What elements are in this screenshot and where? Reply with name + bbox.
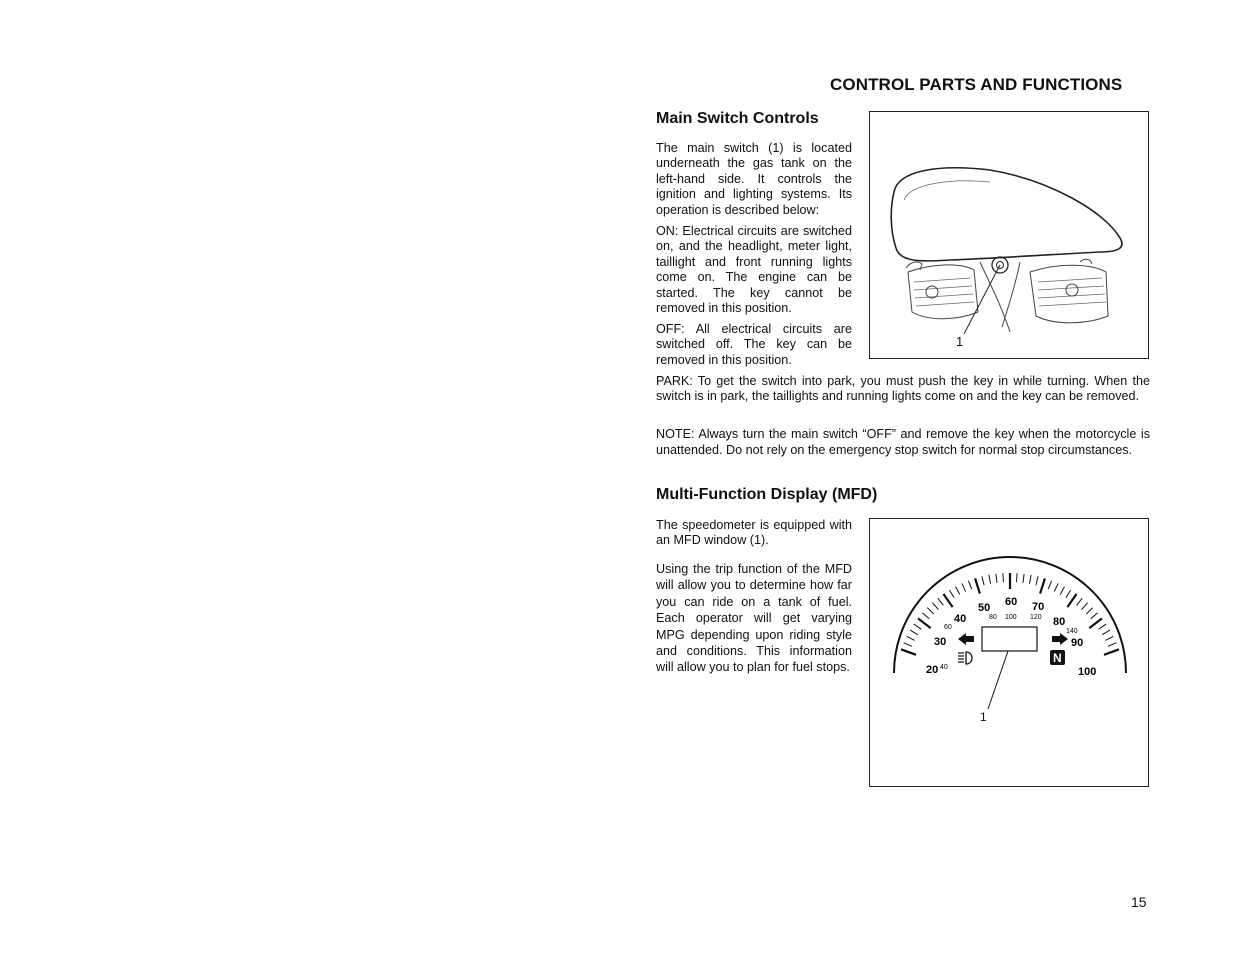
speedometer-tick	[910, 630, 918, 635]
left-turn-signal-icon	[958, 633, 974, 645]
mfd-paragraph-2: Using the trip function of the MFD will allow you to determine how far you can ride on a tank of fuel. Each operator will get varying MPG depending upon riding style and conditions. This information will allow you to plan for fuel stops.	[656, 562, 852, 675]
mfd-callout-label: 1	[980, 710, 987, 724]
speedometer-tick	[938, 598, 944, 605]
mfd-section-title: Multi-Function Display (MFD)	[656, 486, 878, 503]
main-switch-figure	[869, 111, 1149, 359]
speedometer-tick	[1086, 608, 1092, 614]
main-switch-callout-label: 1	[956, 334, 964, 349]
speedometer-tick	[996, 574, 997, 583]
speedometer-tick	[989, 575, 991, 584]
speedometer-tick	[1102, 630, 1110, 635]
speedometer-tick	[1067, 594, 1076, 607]
speedometer-tick	[962, 583, 966, 591]
speedometer-tick	[904, 643, 912, 647]
kmh-label-120: 120	[1030, 614, 1042, 621]
main-switch-paragraph-park: PARK: To get the switch into park, you must push the key in while turning. When the switch is in park, the taillights and running lights come on and the key can be removed.	[656, 374, 1150, 404]
mph-label-40: 40	[954, 613, 967, 625]
speedometer-tick	[923, 613, 930, 619]
kmh-label-100: 100	[1005, 614, 1017, 621]
speedometer-tick	[1054, 583, 1058, 591]
speedometer-tick	[932, 603, 938, 610]
main-switch-paragraph-on: ON: Electrical circuits are switched on, and the headlight, meter light, taillight and front running lights come on. The engine can be started. The key cannot be removed in this position.	[656, 224, 852, 316]
mph-label-80: 80	[1053, 616, 1066, 628]
page-number: 15	[1131, 894, 1147, 910]
mph-label-50: 50	[978, 602, 991, 614]
speedometer-tick	[1017, 573, 1018, 582]
neutral-indicator-label: N	[1053, 651, 1062, 665]
speedometer-tick	[1040, 578, 1045, 593]
mph-label-60: 60	[1005, 596, 1018, 608]
speedometer-tick	[1003, 573, 1004, 582]
speedometer-tick	[968, 581, 971, 589]
kmh-label-140: 140	[1066, 628, 1078, 635]
speedometer-tick	[956, 587, 960, 595]
speedometer-tick	[1077, 598, 1083, 605]
speedometer-tick	[1099, 624, 1107, 629]
speedometer-tick	[907, 636, 915, 640]
speedometer-tick	[1108, 643, 1116, 647]
speedometer-tick	[1023, 574, 1024, 583]
speedometer-tick	[1082, 603, 1088, 610]
page-header-title: CONTROL PARTS AND FUNCTIONS	[830, 75, 1123, 94]
high-beam-icon	[958, 652, 972, 664]
mph-label-20: 20	[926, 664, 939, 676]
main-switch-paragraph-1: The main switch (1) is located underneath the gas tank on the left-hand side. It controls the ignition and lighting systems. Its operation is described below:	[656, 141, 852, 217]
speedometer-tick	[918, 618, 931, 628]
speedometer-tick	[944, 594, 953, 607]
main-switch-paragraph-off: OFF: All electrical circuits are switched off. The key can be removed in this position.	[656, 322, 852, 367]
speedometer-tick	[1091, 613, 1098, 619]
speedometer-tick	[975, 578, 980, 593]
gas-tank-illustration	[870, 112, 1148, 358]
mfd-paragraph-1: The speedometer is equipped with an MFD window (1).	[656, 518, 852, 548]
speedometer-tick	[949, 590, 954, 598]
kmh-label-80: 80	[989, 614, 997, 621]
speedometer-tick	[901, 649, 916, 655]
mph-label-30: 30	[934, 636, 947, 648]
main-switch-note: NOTE: Always turn the main switch “OFF” and remove the key when the motorcycle is unattended. Do not rely on the emergency stop switch for normal stop circumstances.	[656, 427, 1150, 458]
kmh-label-60: 60	[944, 624, 952, 631]
speedometer-tick	[1066, 590, 1071, 598]
speedometer-tick	[1104, 649, 1119, 655]
speedometer-tick	[914, 624, 922, 629]
speedometer-figure	[869, 518, 1149, 787]
speedometer-illustration	[870, 519, 1148, 786]
mph-label-90: 90	[1071, 637, 1084, 649]
speedometer-tick	[1089, 618, 1102, 628]
speedometer-tick	[1105, 636, 1113, 640]
speedometer-tick	[1036, 576, 1038, 585]
mph-label-70: 70	[1032, 601, 1045, 613]
kmh-label-40: 40	[940, 664, 948, 671]
speedometer-tick	[927, 608, 933, 614]
mfd-window	[982, 627, 1037, 651]
mph-label-100: 100	[1078, 666, 1097, 678]
speedometer-tick	[1030, 575, 1032, 584]
speedometer-tick	[982, 576, 984, 585]
speedometer-tick	[1060, 587, 1064, 595]
speedometer-tick	[1048, 581, 1051, 589]
main-switch-section-title: Main Switch Controls	[656, 110, 819, 127]
